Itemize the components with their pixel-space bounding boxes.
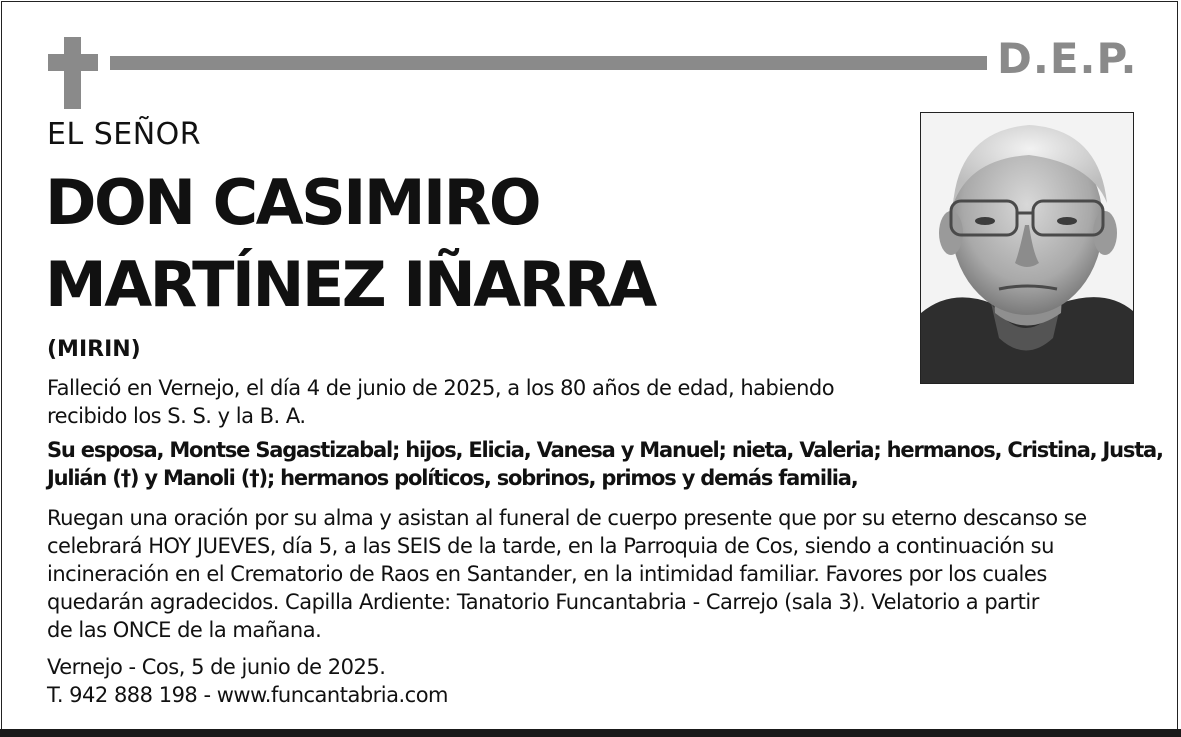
closing-block <box>47 653 448 709</box>
funeral-line: celebrará HOY JUEVES, día 5, a las SEIS de la tarde, en la Parroquia de Cos, siendo a continuación su <box>47 534 1054 558</box>
place-date: Vernejo - Cos, 5 de junio de 2025. <box>47 655 386 679</box>
honorific: EL SEÑOR <box>47 117 202 152</box>
funeral-line: de las ONCE de la mañana. <box>47 618 322 642</box>
family-line: Su esposa, Montse Sagastizabal; hijos, Elicia, Vanesa y Manuel; nieta, Valeria; hermanos, Cristina, Justa, <box>47 438 1163 462</box>
funeral-paragraph <box>47 504 1087 644</box>
bottom-rule <box>0 729 1181 737</box>
dep-label: D.E.P. <box>997 34 1138 83</box>
death-paragraph <box>47 374 834 430</box>
death-line: recibido los S. S. y la B. A. <box>47 404 306 428</box>
header-rule <box>110 56 987 70</box>
family-paragraph <box>47 436 1163 492</box>
deceased-name-line-1: DON CASIMIRO <box>45 166 540 239</box>
portrait-illustration <box>921 113 1133 383</box>
death-line: Falleció en Vernejo, el día 4 de junio de 2025, a los 80 años de edad, habiendo <box>47 376 835 400</box>
cross-icon-arm <box>48 54 98 71</box>
contact-line: T. 942 888 198 - www.funcantabria.com <box>47 683 449 707</box>
portrait-photo <box>920 112 1134 384</box>
family-line: Julián (†) y Manoli (†); hermanos políticos, sobrinos, primos y demás familia, <box>47 466 858 490</box>
cross-icon <box>64 37 81 109</box>
funeral-line: incineración en el Crematorio de Raos en Santander, en la intimidad familiar. Favores por los cuales <box>47 562 1047 586</box>
funeral-line: quedarán agradecidos. Capilla Ardiente: Tanatorio Funcantabria - Carrejo (sala 3). Velatorio a partir <box>47 590 1039 614</box>
deceased-name-line-2: MARTÍNEZ IÑARRA <box>45 248 655 321</box>
funeral-line: Ruegan una oración por su alma y asistan al funeral de cuerpo presente que por su eterno descanso se <box>47 506 1087 530</box>
nickname: (MIRIN) <box>47 337 141 362</box>
